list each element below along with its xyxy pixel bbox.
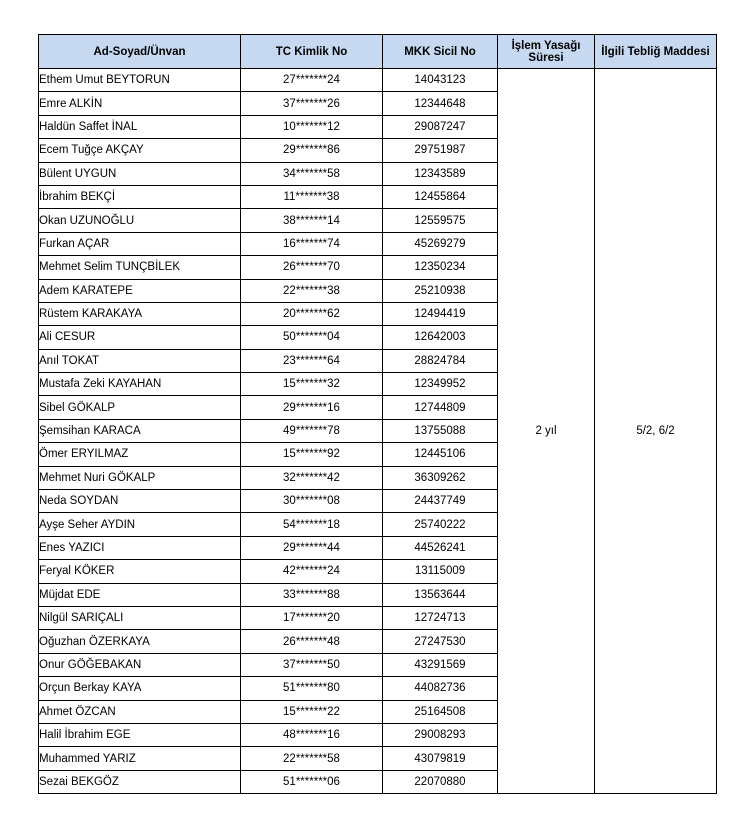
cell-name: Oğuzhan ÖZERKAYA <box>39 630 241 653</box>
cell-mkk-registry: 12343589 <box>383 162 498 185</box>
header-row <box>39 35 717 69</box>
cell-ban-duration: 2 yıl <box>498 69 595 794</box>
cell-name: Sezai BEKGÖZ <box>39 770 241 793</box>
cell-name: Onur GÖĞEBAKAN <box>39 653 241 676</box>
cell-mkk-registry: 22070880 <box>383 770 498 793</box>
cell-mkk-registry: 29008293 <box>383 723 498 746</box>
cell-mkk-registry: 29751987 <box>383 139 498 162</box>
cell-name: Ömer ERYILMAZ <box>39 443 241 466</box>
cell-mkk-registry: 12559575 <box>383 209 498 232</box>
cell-name: Adem KARATEPE <box>39 279 241 302</box>
cell-tc-id: 32*******42 <box>241 466 383 489</box>
cell-mkk-registry: 12350234 <box>383 256 498 279</box>
cell-mkk-registry: 25164508 <box>383 700 498 723</box>
cell-mkk-registry: 12494419 <box>383 302 498 325</box>
header-name: Ad-Soyad/Ünvan <box>39 35 241 69</box>
cell-name: Emre ALKİN <box>39 92 241 115</box>
cell-name: Ali CESUR <box>39 326 241 349</box>
cell-name: Mehmet Selim TUNÇBİLEK <box>39 256 241 279</box>
cell-mkk-registry: 24437749 <box>383 490 498 513</box>
cell-tc-id: 37*******26 <box>241 92 383 115</box>
cell-name: Ahmet ÖZCAN <box>39 700 241 723</box>
cell-tc-id: 26*******70 <box>241 256 383 279</box>
table-row <box>39 69 717 92</box>
cell-tc-id: 30*******08 <box>241 490 383 513</box>
header-article: İlgili Tebliğ Maddesi <box>595 35 717 69</box>
cell-tc-id: 51*******80 <box>241 677 383 700</box>
cell-tc-id: 17*******20 <box>241 606 383 629</box>
header-mkk-registry: MKK Sicil No <box>383 35 498 69</box>
header-ban-duration: İşlem Yasağı Süresi <box>498 35 595 69</box>
cell-name: Bülent UYGUN <box>39 162 241 185</box>
cell-mkk-registry: 43079819 <box>383 747 498 770</box>
cell-name: Muhammed YARIZ <box>39 747 241 770</box>
cell-mkk-registry: 36309262 <box>383 466 498 489</box>
cell-mkk-registry: 12344648 <box>383 92 498 115</box>
cell-tc-id: 15*******22 <box>241 700 383 723</box>
cell-name: İbrahim BEKÇİ <box>39 185 241 208</box>
cell-name: Haldün Saffet İNAL <box>39 115 241 138</box>
trading-ban-table <box>38 34 717 794</box>
cell-tc-id: 42*******24 <box>241 560 383 583</box>
table-body <box>39 69 717 794</box>
cell-tc-id: 29*******86 <box>241 139 383 162</box>
cell-tc-id: 20*******62 <box>241 302 383 325</box>
cell-mkk-registry: 43291569 <box>383 653 498 676</box>
cell-name: Orçun Berkay KAYA <box>39 677 241 700</box>
cell-mkk-registry: 12455864 <box>383 185 498 208</box>
cell-tc-id: 23*******64 <box>241 349 383 372</box>
cell-mkk-registry: 13115009 <box>383 560 498 583</box>
cell-tc-id: 48*******16 <box>241 723 383 746</box>
cell-article: 5/2, 6/2 <box>595 69 717 794</box>
table-header <box>39 35 717 69</box>
cell-name: Anıl TOKAT <box>39 349 241 372</box>
cell-tc-id: 29*******44 <box>241 536 383 559</box>
cell-mkk-registry: 13755088 <box>383 419 498 442</box>
cell-tc-id: 29*******16 <box>241 396 383 419</box>
cell-name: Furkan AÇAR <box>39 232 241 255</box>
cell-tc-id: 22*******38 <box>241 279 383 302</box>
cell-tc-id: 27*******24 <box>241 69 383 92</box>
cell-tc-id: 38*******14 <box>241 209 383 232</box>
cell-tc-id: 15*******92 <box>241 443 383 466</box>
cell-name: Müjdat EDE <box>39 583 241 606</box>
cell-name: Ecem Tuğçe AKÇAY <box>39 139 241 162</box>
cell-mkk-registry: 25740222 <box>383 513 498 536</box>
cell-mkk-registry: 44526241 <box>383 536 498 559</box>
cell-name: Neda SOYDAN <box>39 490 241 513</box>
cell-name: Şemsihan KARACA <box>39 419 241 442</box>
cell-name: Ethem Umut BEYTORUN <box>39 69 241 92</box>
cell-name: Sibel GÖKALP <box>39 396 241 419</box>
cell-mkk-registry: 25210938 <box>383 279 498 302</box>
cell-tc-id: 50*******04 <box>241 326 383 349</box>
cell-tc-id: 10*******12 <box>241 115 383 138</box>
cell-tc-id: 16*******74 <box>241 232 383 255</box>
cell-mkk-registry: 13563644 <box>383 583 498 606</box>
cell-tc-id: 15*******32 <box>241 373 383 396</box>
cell-mkk-registry: 12642003 <box>383 326 498 349</box>
cell-name: Ayşe Seher AYDIN <box>39 513 241 536</box>
cell-name: Feryal KÖKER <box>39 560 241 583</box>
cell-mkk-registry: 29087247 <box>383 115 498 138</box>
cell-mkk-registry: 27247530 <box>383 630 498 653</box>
cell-name: Nilgül SARIÇALI <box>39 606 241 629</box>
cell-tc-id: 49*******78 <box>241 419 383 442</box>
cell-mkk-registry: 12349952 <box>383 373 498 396</box>
cell-tc-id: 22*******58 <box>241 747 383 770</box>
cell-tc-id: 33*******88 <box>241 583 383 606</box>
cell-tc-id: 26*******48 <box>241 630 383 653</box>
cell-mkk-registry: 44082736 <box>383 677 498 700</box>
cell-tc-id: 51*******06 <box>241 770 383 793</box>
cell-name: Mehmet Nuri GÖKALP <box>39 466 241 489</box>
cell-mkk-registry: 14043123 <box>383 69 498 92</box>
cell-mkk-registry: 12744809 <box>383 396 498 419</box>
cell-name: Okan UZUNOĞLU <box>39 209 241 232</box>
header-tc-id: TC Kimlik No <box>241 35 383 69</box>
cell-mkk-registry: 45269279 <box>383 232 498 255</box>
cell-tc-id: 11*******38 <box>241 185 383 208</box>
cell-name: Rüstem KARAKAYA <box>39 302 241 325</box>
cell-name: Mustafa Zeki KAYAHAN <box>39 373 241 396</box>
cell-tc-id: 54*******18 <box>241 513 383 536</box>
cell-name: Enes YAZICI <box>39 536 241 559</box>
cell-name: Halil İbrahim EGE <box>39 723 241 746</box>
cell-mkk-registry: 28824784 <box>383 349 498 372</box>
cell-mkk-registry: 12445106 <box>383 443 498 466</box>
cell-tc-id: 34*******58 <box>241 162 383 185</box>
cell-mkk-registry: 12724713 <box>383 606 498 629</box>
cell-tc-id: 37*******50 <box>241 653 383 676</box>
